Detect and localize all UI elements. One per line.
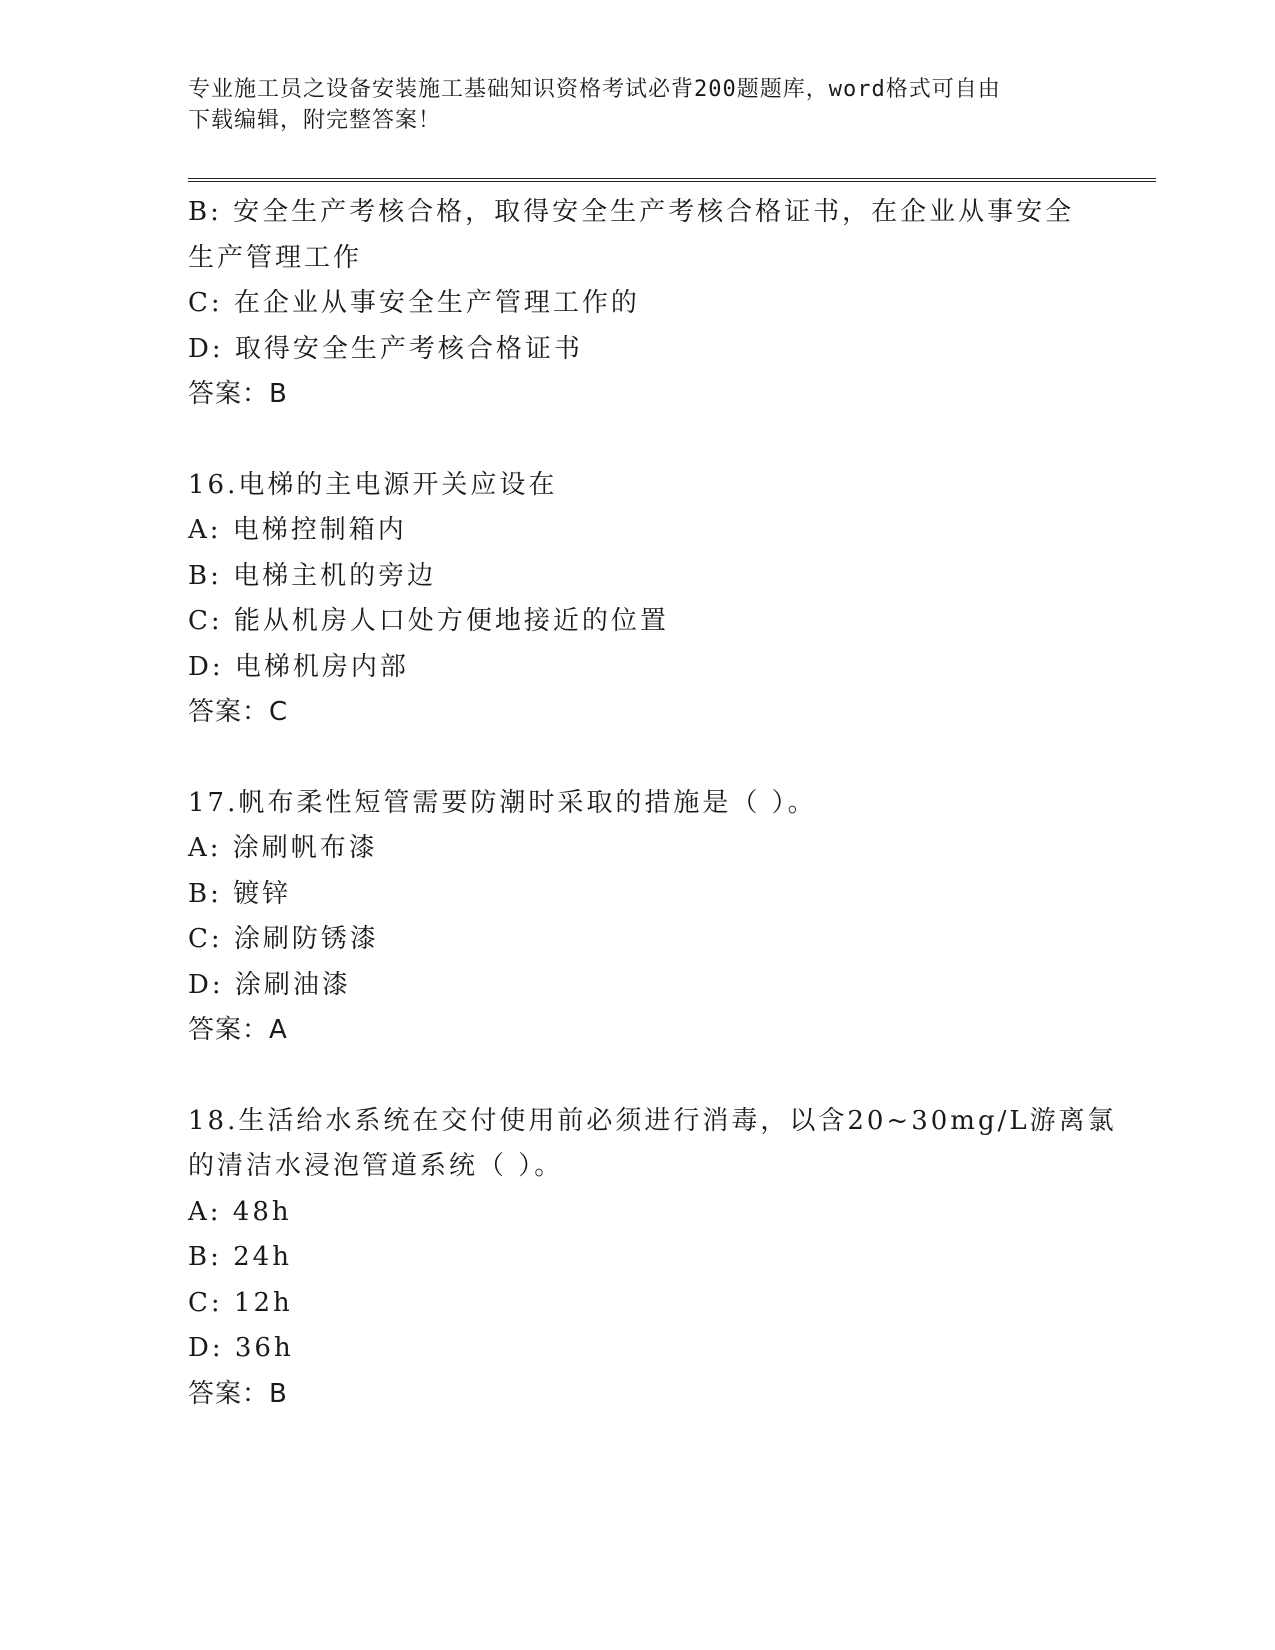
option-a: A: 涂刷帆布漆 bbox=[188, 833, 378, 863]
answer: 答案：C bbox=[188, 697, 289, 727]
question-list bbox=[188, 190, 1117, 1417]
question-stem: 18.生活给水系统在交付使用前必须进行消毒，以含20~30mg/L游离氯 bbox=[188, 1105, 1117, 1136]
question-stem: 16.电梯的主电源开关应设在 bbox=[188, 469, 558, 500]
option-c: C: 能从机房人口处方便地接近的位置 bbox=[188, 606, 669, 636]
option-c: C: 在企业从事安全生产管理工作的 bbox=[188, 288, 640, 318]
answer: 答案：B bbox=[188, 379, 288, 409]
option-b: B: 24h bbox=[188, 1242, 292, 1272]
header-line-1: 专业施工员之设备安装施工基础知识资格考试必背200题题库，word格式可自由 bbox=[188, 77, 1001, 102]
option-d: D: 取得安全生产考核合格证书 bbox=[188, 333, 583, 364]
page-header bbox=[188, 74, 1068, 136]
option-b-continued: 生产管理工作 bbox=[188, 242, 363, 273]
header-line-2: 下载编辑，附完整答案！ bbox=[188, 108, 442, 133]
option-c: C: 涂刷防锈漆 bbox=[188, 924, 379, 954]
question-15-continued bbox=[188, 190, 1088, 418]
option-a: A: 电梯控制箱内 bbox=[188, 515, 407, 545]
option-b: B: 安全生产考核合格，取得安全生产考核合格证书，在企业从事安全 bbox=[188, 197, 1075, 227]
option-a: A: 48h bbox=[188, 1196, 292, 1227]
option-b: B: 电梯主机的旁边 bbox=[188, 560, 437, 591]
question-18 bbox=[188, 1099, 1117, 1418]
option-c: C: 12h bbox=[188, 1287, 293, 1318]
question-17 bbox=[188, 781, 1088, 1054]
option-d: D: 36h bbox=[188, 1333, 294, 1363]
question-stem-continued: 的清洁水浸泡管道系统（ ）。 bbox=[188, 1151, 564, 1181]
option-d: D: 电梯机房内部 bbox=[188, 651, 409, 682]
option-d: D: 涂刷油漆 bbox=[188, 969, 351, 1000]
answer: 答案：B bbox=[188, 1378, 288, 1409]
question-16 bbox=[188, 463, 1088, 736]
question-stem: 17.帆布柔性短管需要防潮时采取的措施是（ ）。 bbox=[188, 787, 817, 818]
answer: 答案：A bbox=[188, 1015, 288, 1045]
header-divider bbox=[188, 178, 1156, 182]
option-b: B: 镀锌 bbox=[188, 878, 292, 909]
